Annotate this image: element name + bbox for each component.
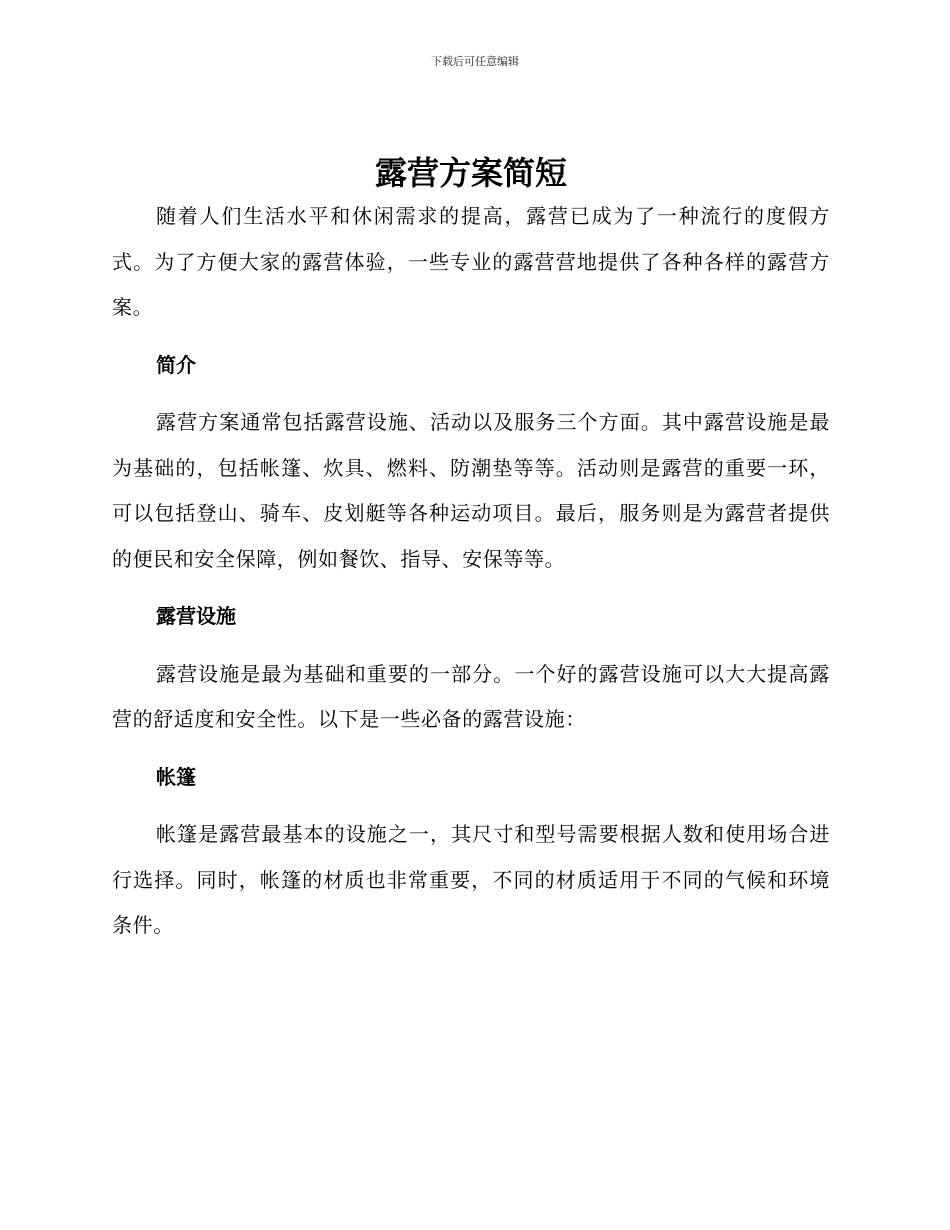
intro-paragraph: 随着人们生活水平和休闲需求的提高，露营已成为了一种流行的度假方式。为了方便大家的露营体验，一些专业的露营营地提供了各种各样的露营方案。 (112, 204, 830, 319)
section-body-intro: 露营方案通常包括露营设施、活动以及服务三个方面。其中露营设施是最为基础的，包括帐篷、炊具、燃料、防潮垫等等。活动则是露营的重要一环，可以包括登山、骑车、皮划艇等各种运动项目。最后，服务则是为露营者提供的便民和安全保障，例如餐饮、指导、安保等等。 (112, 410, 830, 571)
document-title: 露营方案简短 (374, 154, 567, 192)
section-body-tent: 帐篷是露营最基本的设施之一，其尺寸和型号需要根据人数和使用场合进行选择。同时，帐篷的材质也非常重要，不同的材质适用于不同的气候和环境条件。 (112, 822, 830, 937)
section-body-facilities: 露营设施是最为基础和重要的一部分。一个好的露营设施可以大大提高露营的舒适度和安全性。以下是一些必备的露营设施： (112, 661, 830, 731)
section-heading-tent: 帐篷 (156, 764, 196, 789)
header-note: 下载后可任意编辑 (431, 55, 519, 68)
section-heading-facilities: 露营设施 (156, 604, 236, 628)
document-body (112, 148, 830, 949)
section-heading-intro: 简介 (156, 352, 196, 377)
